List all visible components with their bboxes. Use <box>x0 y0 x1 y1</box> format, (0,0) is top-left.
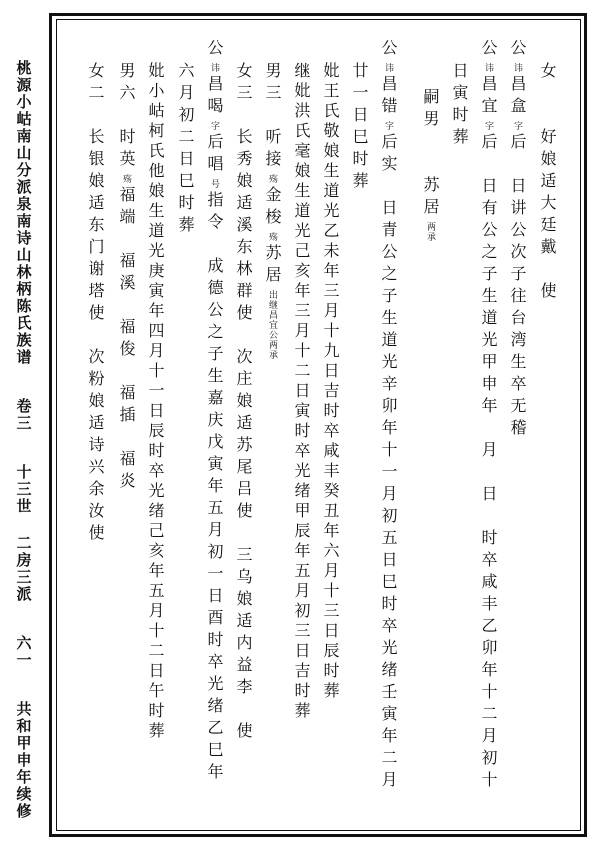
volume-label: 卷三 <box>14 398 33 432</box>
column-text: 昌错 <box>379 75 398 119</box>
column-text: 继妣洪氏毫娘生道光己亥年三月十二日寅时卒光绪甲辰年五月初三日吉时葬 <box>292 62 311 722</box>
column-text: 后 日讲公次子往台湾生卒无稽 <box>508 133 527 441</box>
text-column-7 <box>347 62 371 194</box>
annotation-text: 字 <box>483 121 493 131</box>
annotation-text: 讳 <box>512 63 522 73</box>
column-text: 后 日有公之子生道光甲申年 月 日 时卒咸丰乙卯年十二月初十 <box>479 133 498 793</box>
annotation-text: 字 <box>209 121 219 131</box>
text-column-1 <box>535 62 559 304</box>
column-text: 金梭 <box>263 186 282 230</box>
annotation-text: 殇 <box>121 174 131 184</box>
annotation-text: 殇 <box>267 232 277 242</box>
column-text: 昌喝 <box>205 75 224 119</box>
text-column-8 <box>318 62 342 702</box>
column-text: 后唱 <box>205 133 224 177</box>
text-column-2 <box>505 39 529 441</box>
text-column-13 <box>173 62 197 238</box>
text-column-10 <box>260 62 284 362</box>
annotation-text: 出继昌宜公两承 <box>267 290 277 360</box>
column-text: 妣王氏敬娘生道光乙未年三月十九日吉时卒咸丰癸丑年六月十三日辰时葬 <box>321 62 340 702</box>
annotation-text: 讳 <box>383 63 393 73</box>
annotation-text: 殇 <box>267 174 277 184</box>
book-title: 桃源小岵南山分派泉南诗山林柄陈氏族谱 <box>14 60 33 366</box>
annotation-text: 讳 <box>483 63 493 73</box>
text-column-11 <box>231 62 255 744</box>
column-text: 嗣男 苏居 <box>421 88 440 220</box>
column-text: 后实 日青公之子生道光辛卯年十一月初五日巳时卒光绪壬寅年二月 <box>379 133 398 793</box>
column-text: 妣小岵柯氏他娘生道光庚寅年四月十一日辰时卒光绪己亥年五月十二日午时葬 <box>146 62 165 742</box>
column-text: 男六 时英 <box>117 62 136 172</box>
text-column-6 <box>376 39 400 793</box>
column-text: 福端 福溪 福俊 福插 福炎 <box>117 186 136 494</box>
text-column-4 <box>447 62 471 150</box>
column-text: 公 <box>379 39 398 61</box>
text-column-15 <box>114 62 138 494</box>
annotation-text: 字 <box>512 121 522 131</box>
annotation-text: 字 <box>383 121 393 131</box>
text-column-5 <box>418 88 442 244</box>
column-text: 日寅时葬 <box>450 62 469 150</box>
column-text: 公 <box>508 39 527 61</box>
text-column-16 <box>83 62 107 546</box>
column-text: 指令 成德公之子生嘉庆戊寅年五月初一日酉时卒光绪乙巳年 <box>205 191 224 785</box>
edition-label: 共和甲申年续修 <box>14 701 33 820</box>
column-text: 苏居 <box>263 244 282 288</box>
text-column-9 <box>289 62 313 722</box>
column-text: 女三 长秀娘适溪东林群使 次庄娘适苏尾吕使 三乌娘适内益李 使 <box>234 62 253 744</box>
text-column-12 <box>202 39 226 785</box>
column-text: 女二 长银娘适东门谢塔使 次粉娘适诗兴余汝使 <box>86 62 105 546</box>
column-text: 廿一日巳时葬 <box>350 62 369 194</box>
column-text: 六月初二日巳时葬 <box>176 62 195 238</box>
column-text: 公 <box>205 39 224 61</box>
text-column-3 <box>476 39 500 793</box>
text-column-14 <box>143 62 167 742</box>
page-number: 六一 <box>14 635 33 669</box>
column-text: 昌盒 <box>508 75 527 119</box>
annotation-text: 讳 <box>209 63 219 73</box>
column-text: 昌宜 <box>479 75 498 119</box>
column-text: 男三 听接 <box>263 62 282 172</box>
annotation-text: 两承 <box>425 222 435 242</box>
annotation-text: 号 <box>209 179 219 189</box>
generation-label: 十三世 二房三派 <box>14 464 33 603</box>
column-text: 女 好娘适大廷戴 使 <box>538 62 557 304</box>
page-margin-caption <box>6 60 42 820</box>
column-text: 公 <box>479 39 498 61</box>
